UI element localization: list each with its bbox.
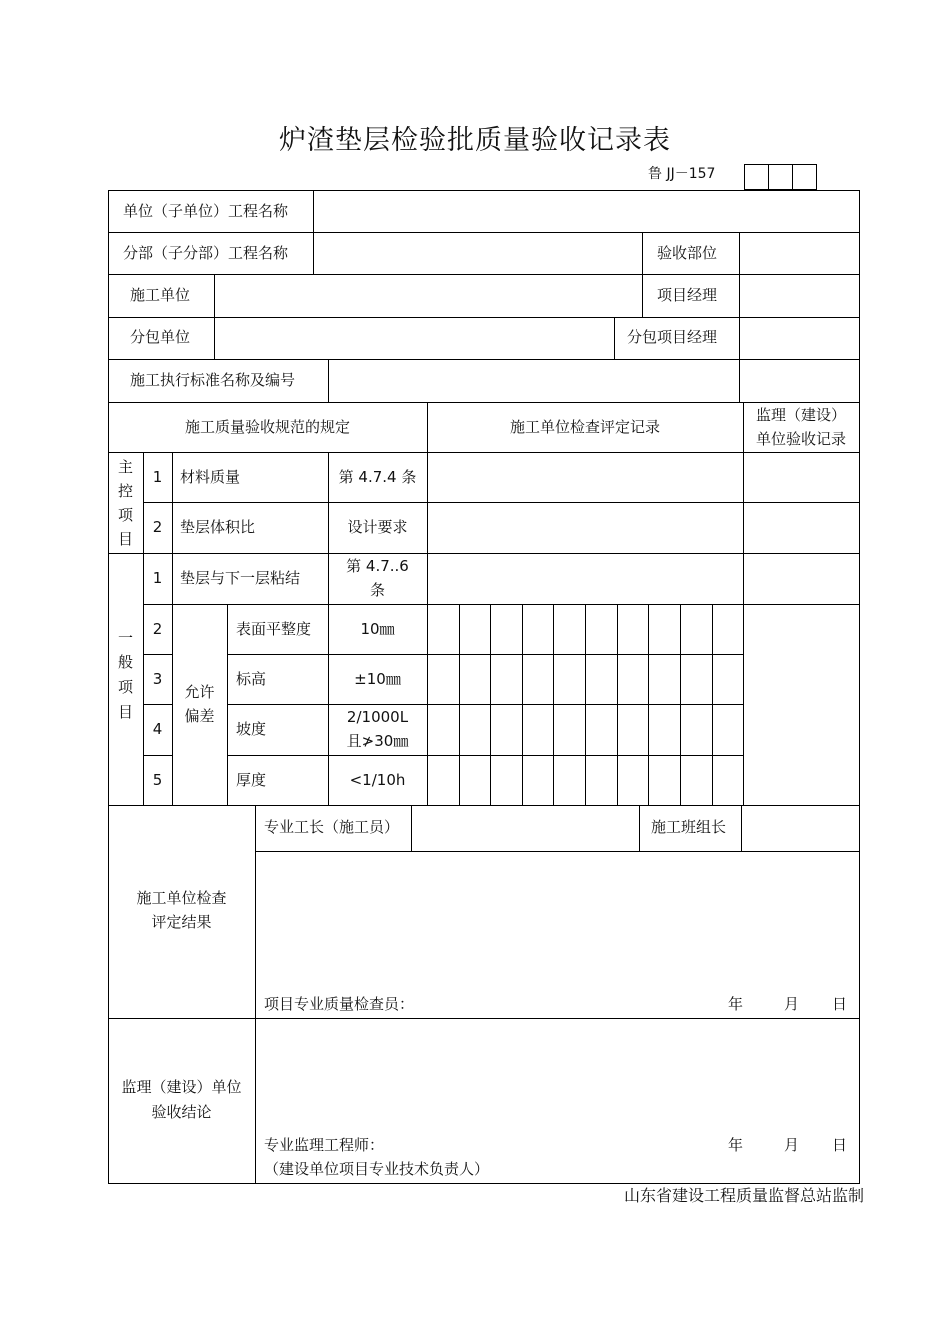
- form-code-box-1[interactable]: [744, 164, 769, 190]
- general-items-label-4: 目: [117, 703, 133, 721]
- general-item-1-spec-line2: 条: [369, 581, 385, 599]
- standard-label: 施工执行标准名称及编号: [130, 371, 296, 389]
- tolerance-label-line2: 偏差: [184, 707, 215, 725]
- inspector-label: 项目专业质量检查员：: [264, 995, 415, 1013]
- main-item-1-name: 材料质量: [180, 468, 241, 486]
- project-manager-label: 项目经理: [657, 286, 718, 304]
- main-item-1-spec: 第 4.7.4 条: [338, 468, 417, 486]
- main-items-label-3: 项: [117, 506, 133, 524]
- supervisor-year-label: 年: [728, 1136, 744, 1154]
- subcontract-unit-label: 分包单位: [130, 328, 191, 346]
- standard-field[interactable]: [329, 360, 858, 401]
- tolerance-row-5-name: 厚度: [236, 771, 267, 789]
- supervisor-month-label: 月: [784, 1136, 800, 1154]
- contractor-result-field[interactable]: [256, 852, 858, 992]
- acceptance-part-field[interactable]: [740, 233, 858, 273]
- contractor-result-label-line2: 评定结果: [151, 913, 212, 931]
- sub-project-field[interactable]: [314, 233, 641, 273]
- general-items-label-2: 般: [117, 653, 133, 671]
- contractor-record-column-header: 施工单位检查评定记录: [509, 418, 660, 436]
- subcontract-manager-label: 分包项目经理: [627, 328, 718, 346]
- contractor-year-label: 年: [728, 995, 744, 1013]
- supervising-engineer-label: 专业监理工程师：: [264, 1136, 385, 1154]
- supervising-engineer-sub-label: （建设单位项目专业技术负责人）: [264, 1160, 490, 1178]
- tolerance-row-3-name: 标高: [236, 670, 267, 688]
- tolerance-row-2-no: 2: [152, 620, 163, 638]
- construction-unit-field[interactable]: [215, 275, 641, 316]
- tolerance-row-5-no: 5: [152, 771, 163, 789]
- unit-project-label: 单位（子单位）工程名称: [123, 202, 289, 220]
- supervisor-result-label-line2: 验收结论: [151, 1103, 212, 1121]
- tolerance-row-5-spec: <1/10h: [349, 771, 406, 789]
- form-code-box-3[interactable]: [792, 164, 817, 190]
- main-items-label-1: 主: [117, 458, 133, 476]
- subcontract-manager-field[interactable]: [740, 318, 858, 358]
- supervisor-column-header-line2: 单位验收记录: [755, 430, 846, 448]
- acceptance-part-label: 验收部位: [657, 244, 718, 262]
- tolerance-row-4-no: 4: [152, 720, 163, 738]
- supervisor-column-header-line1: 监理（建设）: [755, 406, 846, 424]
- tolerance-row-2-name: 表面平整度: [236, 620, 312, 638]
- form-code-box-2[interactable]: [768, 164, 793, 190]
- main-items-label-4: 目: [117, 530, 133, 548]
- supervisor-day-label: 日: [832, 1136, 848, 1154]
- main-item-1-no: 1: [152, 468, 163, 486]
- project-manager-field[interactable]: [740, 275, 858, 316]
- footer-issuer: 山东省建设工程质量监督总站监制: [623, 1186, 864, 1205]
- contractor-day-label: 日: [832, 995, 848, 1013]
- general-item-1-spec-line1: 第 4.7..6: [346, 557, 409, 575]
- tolerance-row-4-name: 坡度: [236, 720, 267, 738]
- tolerance-row-3-spec: ±10㎜: [354, 670, 401, 688]
- tolerance-row-2-spec: 10㎜: [360, 620, 395, 638]
- form-code: 鲁 JJ－157: [648, 166, 716, 182]
- tolerance-row-4-spec: 2/1000L: [346, 708, 409, 726]
- foreman-field[interactable]: [412, 806, 638, 850]
- main-items-label-2: 控: [117, 482, 133, 500]
- team-leader-label: 施工班组长: [651, 818, 727, 836]
- contractor-result-label-line1: 施工单位检查: [136, 889, 227, 907]
- construction-unit-label: 施工单位: [130, 286, 191, 304]
- general-items-label-3: 项: [117, 678, 133, 696]
- subcontract-unit-field[interactable]: [215, 318, 613, 358]
- tolerance-row-3-no: 3: [152, 670, 163, 688]
- main-item-2-name: 垫层体积比: [180, 518, 256, 536]
- tolerance-label-line1: 允许: [184, 683, 215, 701]
- foreman-label: 专业工长（施工员）: [264, 818, 400, 836]
- main-item-2-spec: 设计要求: [347, 518, 408, 536]
- supervisor-result-field[interactable]: [256, 1019, 858, 1131]
- sub-project-label: 分部（子分部）工程名称: [123, 244, 289, 262]
- tolerance-row-4-spec2: 且≯30㎜: [346, 732, 409, 750]
- supervisor-result-label-line1: 监理（建设）单位: [121, 1078, 242, 1096]
- spec-column-header: 施工质量验收规范的规定: [184, 418, 350, 436]
- unit-project-field[interactable]: [314, 191, 858, 231]
- contractor-month-label: 月: [784, 995, 800, 1013]
- general-item-1-name: 垫层与下一层粘结: [180, 569, 301, 587]
- general-item-1-no: 1: [152, 569, 163, 587]
- team-leader-field[interactable]: [742, 806, 858, 850]
- general-items-label-1: 一: [117, 629, 133, 647]
- page-title: 炉渣垫层检验批质量验收记录表: [279, 125, 671, 156]
- main-item-2-no: 2: [152, 518, 163, 536]
